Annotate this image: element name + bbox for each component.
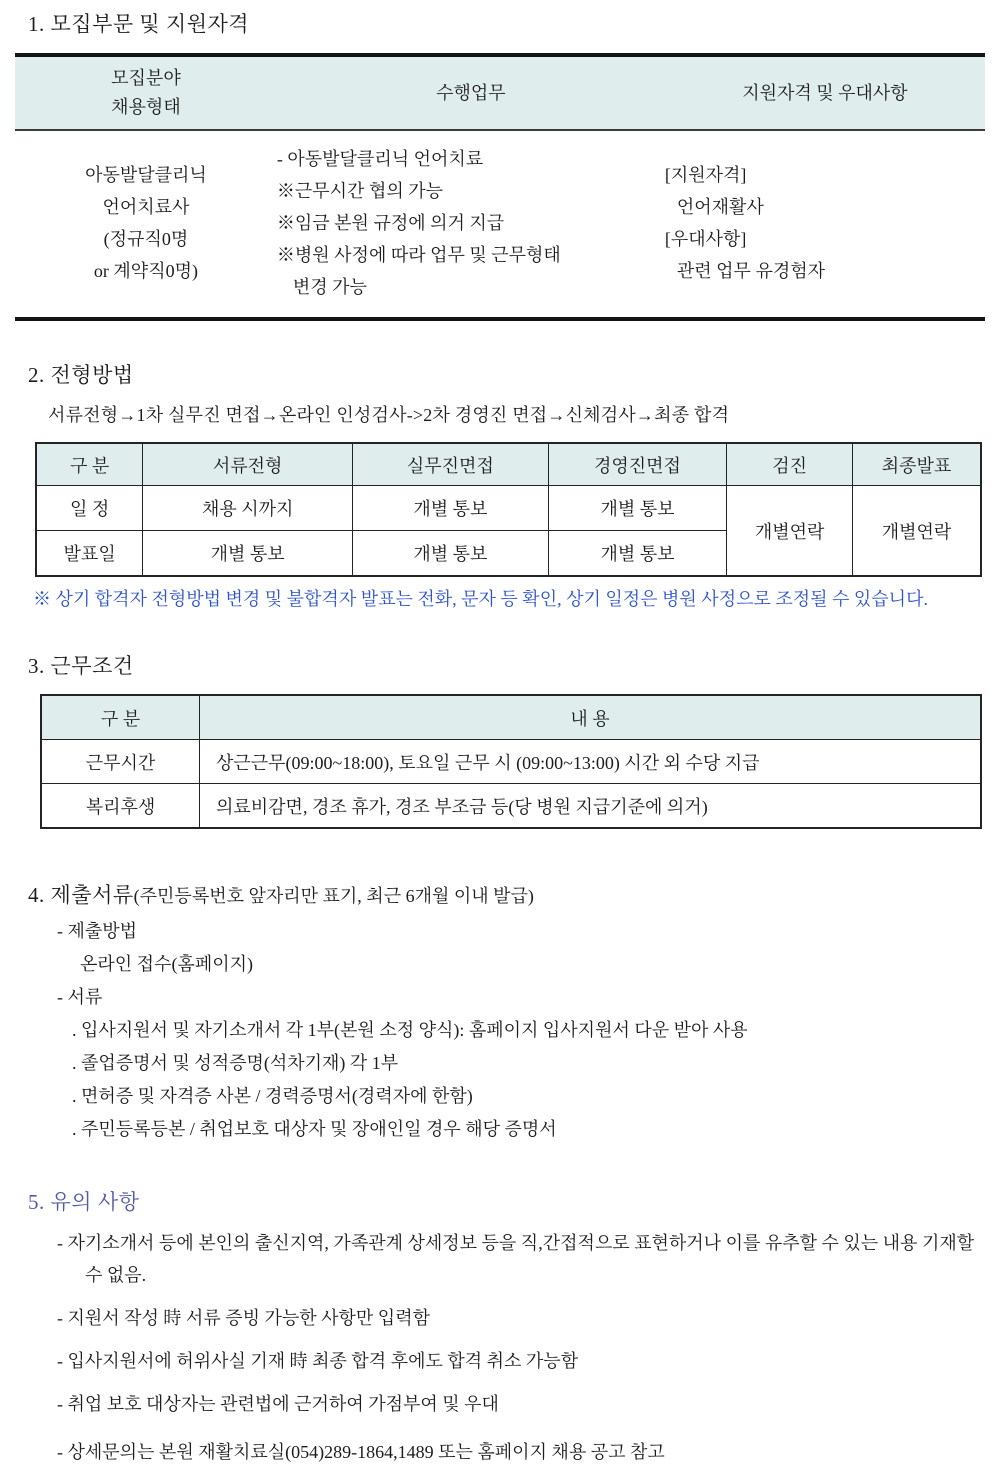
document-item: . 주민등록등본 / 취업보호 대상자 및 장애인일 경우 해당 증명서	[72, 1119, 557, 1139]
conditions-row-label: 복리후생	[41, 784, 200, 829]
conditions-row-content: 의료비감면, 경조 휴가, 경조 부조금 등(당 병원 지급기준에 의거)	[200, 784, 982, 829]
section4-title	[28, 879, 1000, 909]
cell-duties	[277, 130, 665, 319]
submission-method-value: 온라인 접수(홈페이지)	[80, 954, 253, 974]
recruit-field-line: 언어치료사	[102, 197, 190, 217]
schedule-change-note: ※ 상기 합격자 전형방법 변경 및 불합격자 발표는 전화, 문자 등 확인, 상기 일정은 병원 사정으로 조정될 수 있습니다.	[33, 589, 928, 609]
working-conditions-table	[40, 694, 982, 829]
section5-title: 5. 유의 사항	[28, 1190, 140, 1214]
duty-line: ※병원 사정에 따라 업무 및 근무형태	[276, 245, 561, 265]
duty-line: 변경 가능	[292, 277, 367, 297]
schedule-cell: 개별 통보	[353, 531, 549, 577]
schedule-header-document: 서류전형	[143, 443, 353, 486]
recruitment-table-header-row	[15, 55, 985, 130]
conditions-row-welfare	[41, 784, 981, 829]
selection-process-flow: 서류전형→1차 실무진 면접→온라인 인성검사->2차 경영진 면접→신체검사→최종 합격	[48, 405, 730, 425]
schedule-header-exec-interview: 경영진면접	[548, 443, 727, 486]
header-qualifications: 지원자격 및 우대사항	[665, 55, 985, 130]
header-recruit-field-line2: 채용형태	[111, 97, 181, 117]
notice-item: - 입사지원서에 허위사실 기재 時 최종 합격 후에도 합격 취소 가능함	[57, 1351, 579, 1371]
schedule-cell: 채용 시까지	[143, 486, 353, 531]
schedule-cell: 개별 통보	[353, 486, 549, 531]
schedule-row-label: 일 정	[36, 486, 143, 531]
notice-item: - 취업 보호 대상자는 관련법에 근거하여 가점부여 및 우대	[57, 1394, 499, 1414]
cell-qualifications	[665, 130, 985, 319]
document-item: . 면허증 및 자격증 사본 / 경력증명서(경력자에 한함)	[72, 1086, 473, 1106]
schedule-row-label: 발표일	[36, 531, 143, 577]
schedule-cell-checkup-merged: 개별연락	[727, 486, 853, 577]
selection-schedule-table	[35, 442, 982, 577]
notice-item: - 지원서 작성 時 서류 증빙 가능한 사항만 입력함	[57, 1308, 430, 1328]
duty-line: ※근무시간 협의 가능	[276, 181, 443, 201]
qualification-line: [지원자격]	[664, 165, 747, 185]
schedule-header-final: 최종발표	[852, 443, 981, 486]
schedule-cell: 개별 통보	[548, 486, 727, 531]
recruit-field-line: (정규직0명	[103, 229, 189, 249]
schedule-header-staff-interview: 실무진면접	[353, 443, 549, 486]
document-item: . 졸업증명서 및 성적증명(석차기재) 각 1부	[72, 1053, 399, 1073]
schedule-header-category: 구 분	[36, 443, 143, 486]
schedule-cell: 개별 통보	[548, 531, 727, 577]
documents-label: - 서류	[57, 987, 103, 1007]
header-recruit-field-line1: 모집분야	[111, 68, 181, 88]
recruitment-table	[15, 53, 985, 321]
schedule-header-checkup: 검진	[727, 443, 853, 486]
recruit-field-line: 아동발달클리닉	[85, 165, 207, 185]
schedule-header-row	[36, 443, 981, 486]
section3-title: 3. 근무조건	[28, 654, 134, 678]
submission-method-label: - 제출방법	[57, 921, 138, 941]
section4-title-paren: (주민등록번호 앞자리만 표기, 최근 6개월 이내 발급)	[133, 886, 534, 906]
document-item: . 입사지원서 및 자기소개서 각 1부(본원 소정 양식): 홈페이지 입사지원서 다운 받아 사용	[72, 1020, 748, 1040]
header-duties: 수행업무	[277, 55, 665, 130]
conditions-header-content: 내 용	[200, 695, 982, 740]
qualification-line: 관련 업무 유경험자	[676, 261, 825, 281]
schedule-row-dates	[36, 486, 981, 531]
section4-title-main: 4. 제출서류	[28, 883, 134, 907]
schedule-cell-final-merged: 개별연락	[852, 486, 981, 577]
conditions-row-content: 상근근무(09:00~18:00), 토요일 근무 시 (09:00~13:00) 시간 외 수당 지급	[200, 740, 982, 784]
duty-line: ※임금 본원 규정에 의거 지급	[276, 213, 505, 233]
section1-title: 1. 모집부문 및 지원자격	[28, 12, 250, 36]
conditions-row-label: 근무시간	[41, 740, 200, 784]
header-recruit-field	[15, 55, 277, 130]
conditions-header-category: 구 분	[41, 695, 200, 740]
notice-item-contact: - 상세문의는 본원 재활치료실(054)289-1864,1489 또는 홈페이지 채용 공고 참고	[57, 1442, 665, 1462]
conditions-row-hours	[41, 740, 981, 784]
recruitment-table-body-row	[15, 130, 985, 319]
conditions-header-row	[41, 695, 981, 740]
recruit-field-line: or 계약직0명)	[93, 261, 198, 281]
section2-title: 2. 전형방법	[28, 363, 134, 387]
qualification-line: [우대사항]	[664, 229, 747, 249]
qualification-line: 언어재활사	[676, 197, 764, 217]
cell-recruit-field	[15, 130, 277, 319]
notice-item: - 자기소개서 등에 본인의 출신지역, 가족관계 상세정보 등을 직,간접적으로 표현하거나 이를 유추할 수 있는 내용 기재할 수 없음.	[57, 1233, 975, 1285]
schedule-cell: 개별 통보	[143, 531, 353, 577]
duty-line: - 아동발달클리닉 언어치료	[276, 149, 484, 169]
